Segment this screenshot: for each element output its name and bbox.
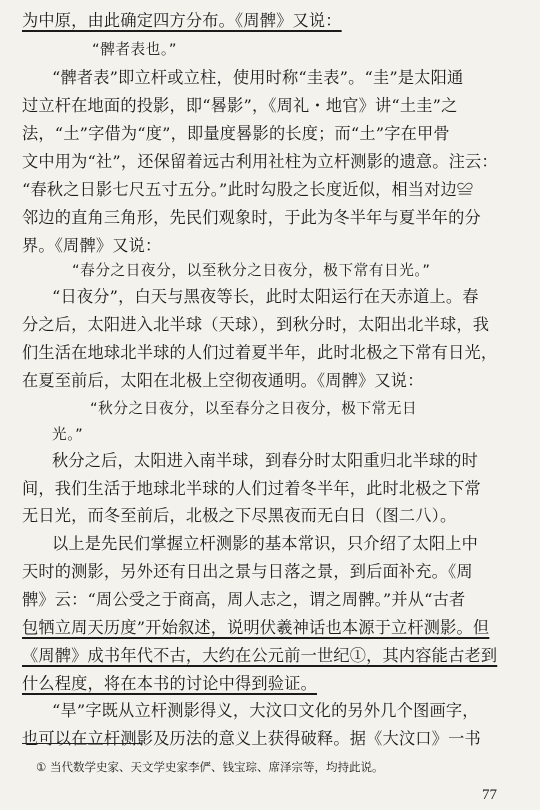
quote-line: “髀者表也。” bbox=[92, 41, 177, 58]
text-line: “春秋之日影七尺五寸五分。”此时勾股之长度近似，相当对边≌ bbox=[22, 180, 474, 199]
text-line: 包牺立周天历度”开始叙述，说明伏羲神话也本源于立杆测影。但 bbox=[22, 618, 490, 637]
text-line: 分之后，太阳进入北半球（天球），到秋分时，太阳出北半球，我 bbox=[22, 315, 490, 334]
text-line: “旱”字既从立杆测影得义，大汶口文化的另外几个图画字， bbox=[52, 701, 479, 720]
quote-line: 光。” bbox=[52, 426, 84, 443]
text-line: 法，“土”字借为“度”，即量度晷影的长度；而“土”字在甲骨 bbox=[22, 124, 450, 143]
text-line: 以上是先民们掌握立杆测影的基本常识，只介绍了太阳上中 bbox=[52, 534, 479, 553]
text-line: 秋分之后，太阳进入南半球，到春分时太阳重归北半球的时 bbox=[52, 451, 479, 470]
text-line: 界。《周髀》又说： bbox=[22, 236, 162, 255]
text-line: 为中原，由此确定四方分布。《周髀》又说： bbox=[22, 11, 342, 30]
text-line: 什么程度，将在本书的讨论中得到验证。 bbox=[22, 674, 317, 693]
page-number: 77 bbox=[482, 787, 497, 803]
text-line: 邻边的直角三角形，先民们观象时，于此为冬半年与夏半年的分 bbox=[22, 208, 481, 227]
text-line: 《周髀》成书年代不古，大约在公元前一世纪①，其内容能古老到 bbox=[22, 646, 498, 665]
text-line: 也可以在立杆测影及历法的意义上获得破释。据《大汶口》一书 bbox=[22, 729, 481, 748]
footnote: ① 当代数学史家、天文学史家李俨、钱宝琮、席泽宗等，均持此说。 bbox=[36, 760, 384, 774]
text-line: 过立杆在地面的投影，即“晷影”，《周礼・地官》讲“土圭”之 bbox=[22, 96, 458, 115]
footnote-divider bbox=[22, 743, 142, 744]
text-line: 在夏至前后，太阳在北极上空彻夜通明。《周髀》又说： bbox=[22, 371, 424, 390]
quote-line: “春分之日夜分，以至秋分之日夜分，极下常有日光。” bbox=[72, 262, 431, 279]
quote-line: “秋分之日夜分，以至春分之日夜分，极下常无日 bbox=[90, 400, 418, 417]
text-line: 无日光，而冬至前后，北极之下尽黑夜而无白日（图二八）。 bbox=[22, 506, 457, 525]
text-line: 文中用为“社”，还保留着远古利用社柱为立杆测影的遗意。注云： bbox=[22, 152, 498, 171]
text-line: 们生活在地球北半球的人们过着夏半年，此时北极之下常有日光， bbox=[22, 343, 498, 362]
text-line: 间，我们生活于地球北半球的人们过着冬半年，此时北极之下常 bbox=[22, 479, 481, 498]
text-line: “日夜分”，白天与黑夜等长，此时太阳运行在天赤道上。春 bbox=[52, 287, 479, 306]
text-line: “髀者表”即立杆或立柱，使用时称“圭表”。“圭”是太阳通 bbox=[52, 68, 464, 87]
text-line: 髀》云：“周公受之于商高，周人志之，谓之周髀。”并从“古者 bbox=[22, 590, 466, 609]
text-line: 天时的测影，另外还有日出之景与日落之景，到后面补充。《周 bbox=[22, 562, 473, 581]
